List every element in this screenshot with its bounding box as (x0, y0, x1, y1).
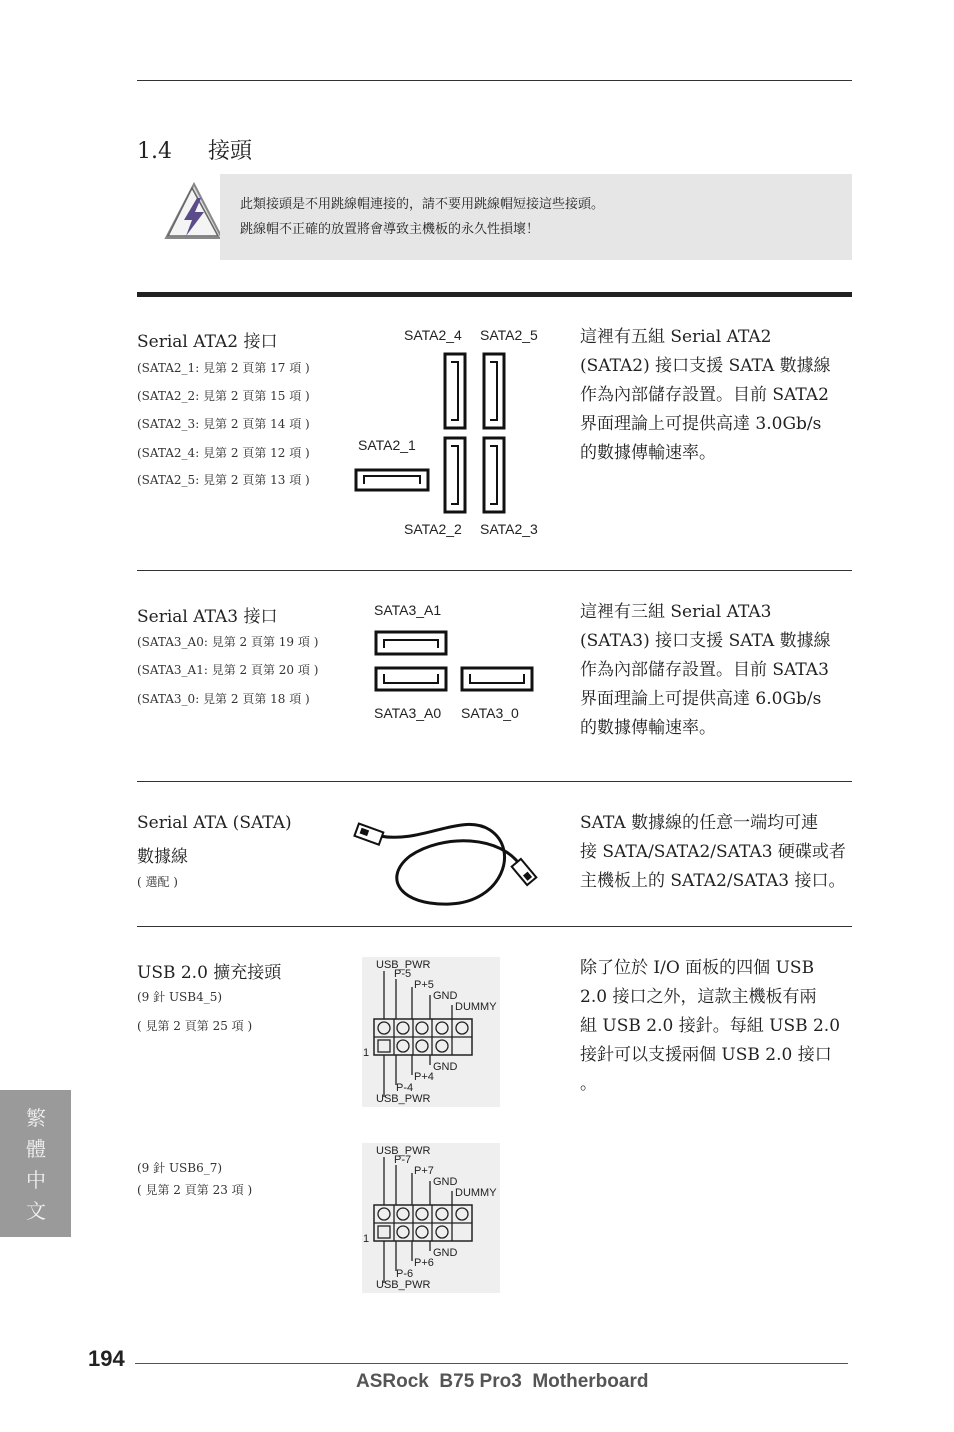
usb2-label-gnd-top: GND (433, 1176, 458, 1188)
cable-desc-line-3: 主機板上的 SATA2/SATA3 接口。 (580, 871, 846, 891)
language-side-tab (0, 1090, 71, 1237)
sata2-desc-line-1: 這裡有五組 Serial ATA2 (580, 327, 772, 347)
side-tab-char-2: 體 (26, 1137, 46, 1161)
sata2-ref-2: (SATA2_2: 見第 2 頁第 15 項 ) (137, 389, 310, 403)
section-number: 1.4 (137, 139, 172, 164)
usb2-label-p-top2: P+7 (414, 1165, 434, 1177)
footer-product: ASRock B75 Pro3 Motherboard (356, 1371, 649, 1392)
usb2-label-dummy: DUMMY (455, 1187, 497, 1199)
sata3-ref-1: (SATA3_A0: 見第 2 頁第 19 項 ) (137, 635, 319, 649)
side-tab-char-1: 繁 (26, 1106, 46, 1130)
section-title: 接頭 (208, 139, 253, 164)
sata-cable-illustration (352, 816, 542, 906)
usb-header2-diagram (362, 1143, 500, 1293)
sata3-description (580, 598, 831, 743)
cable-title-line-1: Serial ATA (SATA) (137, 813, 292, 833)
side-tab-char-3: 中 (26, 1168, 46, 1192)
sata2-3-label: SATA2_3 (480, 521, 538, 537)
sata2-ref-1: (SATA2_1: 見第 2 頁第 17 項 ) (137, 361, 310, 375)
section-divider (137, 570, 852, 571)
sata2-ref-5: (SATA2_5: 見第 2 頁第 13 項 ) (137, 473, 310, 487)
sata3-desc-line-4: 界面理論上可提供高達 6.0Gb/s (580, 689, 822, 709)
cable-title-line-2: 數據線 (137, 847, 188, 867)
cable-desc-line-2: 接 SATA/SATA2/SATA3 硬碟或者 (580, 842, 846, 862)
sata2-1-label: SATA2_1 (358, 437, 416, 453)
page-number: 194 (88, 1346, 125, 1371)
usb-header1-ref: ( 見第 2 頁第 25 項 ) (137, 1019, 253, 1033)
warning-line-1: 此類接頭是不用跳線帽連接的，請不要用跳線帽短接這些接頭。 (240, 197, 605, 212)
usb1-label-pin1: 1 (363, 1047, 370, 1059)
sata3-desc-line-5: 的數據傳輸速率。 (580, 718, 716, 738)
section-divider (137, 926, 852, 927)
usb-desc-line-3: 組 USB 2.0 接針。每組 USB 2.0 (580, 1016, 841, 1036)
sata2-description (580, 323, 831, 468)
usb1-label-gnd-bot: GND (433, 1061, 458, 1073)
usb1-label-p-bot2: P+4 (414, 1071, 434, 1083)
sata2-desc-line-4: 界面理論上可提供高達 3.0Gb/s (580, 414, 822, 434)
warning-line-2: 跳線帽不正確的放置將會導致主機板的永久性損壞！ (240, 222, 540, 237)
usb-title: USB 2.0 擴充接頭 (137, 963, 282, 983)
sata2-ref-3: (SATA2_3: 見第 2 頁第 14 項 ) (137, 417, 310, 431)
usb1-label-top-pwr: USB_PWR (376, 959, 431, 971)
sata2-ref-4: (SATA2_4: 見第 2 頁第 12 項 ) (137, 446, 310, 460)
sata3-0-label: SATA3_0 (461, 705, 519, 721)
top-rule (137, 80, 852, 81)
sata2-desc-line-3: 作為內部儲存設置。目前 SATA2 (580, 385, 829, 405)
usb-header2-pins: (9 針 USB6_7) (137, 1161, 223, 1175)
usb1-label-p-top2: P+5 (414, 979, 434, 991)
footer-rule (135, 1363, 848, 1364)
sata2-title: Serial ATA2 接口 (137, 332, 278, 352)
usb-header1-pins: (9 針 USB4_5) (137, 990, 223, 1004)
usb-description (580, 954, 840, 1099)
sata2-4-label: SATA2_4 (404, 327, 462, 343)
usb2-label-pin1: 1 (363, 1233, 370, 1245)
sata3-desc-line-2: (SATA3) 接口支援 SATA 數據線 (580, 631, 831, 651)
sata3-a1-label: SATA3_A1 (374, 602, 442, 618)
section-divider (137, 781, 852, 782)
usb2-label-gnd-bot: GND (433, 1247, 458, 1259)
usb-header1-diagram (362, 957, 500, 1107)
usb-desc-line-5: 。 (580, 1074, 597, 1094)
usb2-label-p-bot2: P+6 (414, 1257, 434, 1269)
section-heading (137, 134, 252, 165)
usb2-label-top-pwr: USB_PWR (376, 1145, 431, 1157)
sata3-desc-line-3: 作為內部儲存設置。目前 SATA3 (580, 660, 829, 680)
usb1-label-p-bot1: P-4 (396, 1082, 414, 1094)
usb-desc-line-2: 2.0 接口之外，這款主機板有兩 (580, 987, 817, 1007)
warning-box (220, 174, 852, 260)
sata3-desc-line-1: 這裡有三組 Serial ATA3 (580, 602, 772, 622)
usb2-label-p-top1: P-7 (394, 1154, 412, 1166)
cable-description (580, 809, 846, 896)
sata2-desc-line-2: (SATA2) 接口支援 SATA 數據線 (580, 356, 831, 376)
sata3-title: Serial ATA3 接口 (137, 607, 278, 627)
usb1-label-p-top1: P-5 (394, 968, 412, 980)
sata3-connector-diagram (370, 628, 540, 698)
usb2-label-bot-pwr: USB_PWR (376, 1279, 431, 1291)
sata3-ref-2: (SATA3_A1: 見第 2 頁第 20 項 ) (137, 663, 319, 677)
sata2-connector-diagram (350, 350, 520, 520)
usb-header2-ref: ( 見第 2 頁第 23 項 ) (137, 1183, 253, 1197)
sata2-2-label: SATA2_2 (404, 521, 462, 537)
side-tab-char-4: 文 (26, 1199, 46, 1223)
usb1-label-gnd-top: GND (433, 990, 458, 1002)
section-divider-thick (137, 292, 852, 297)
sata2-desc-line-5: 的數據傳輸速率。 (580, 443, 716, 463)
usb1-label-dummy: DUMMY (455, 1001, 497, 1013)
usb-desc-line-1: 除了位於 I/O 面板的四個 USB (580, 958, 815, 978)
cable-note: ( 選配 ) (137, 875, 178, 889)
warning-triangle-icon (160, 180, 226, 244)
usb2-label-p-bot1: P-6 (396, 1268, 414, 1280)
sata2-5-label: SATA2_5 (480, 327, 538, 343)
cable-desc-line-1: SATA 數據線的任意一端均可連 (580, 813, 819, 833)
usb-desc-line-4: 接針可以支援兩個 USB 2.0 接口 (580, 1045, 832, 1065)
sata3-a0-label: SATA3_A0 (374, 705, 442, 721)
usb1-label-bot-pwr: USB_PWR (376, 1093, 431, 1105)
sata3-ref-3: (SATA3_0: 見第 2 頁第 18 項 ) (137, 692, 310, 706)
